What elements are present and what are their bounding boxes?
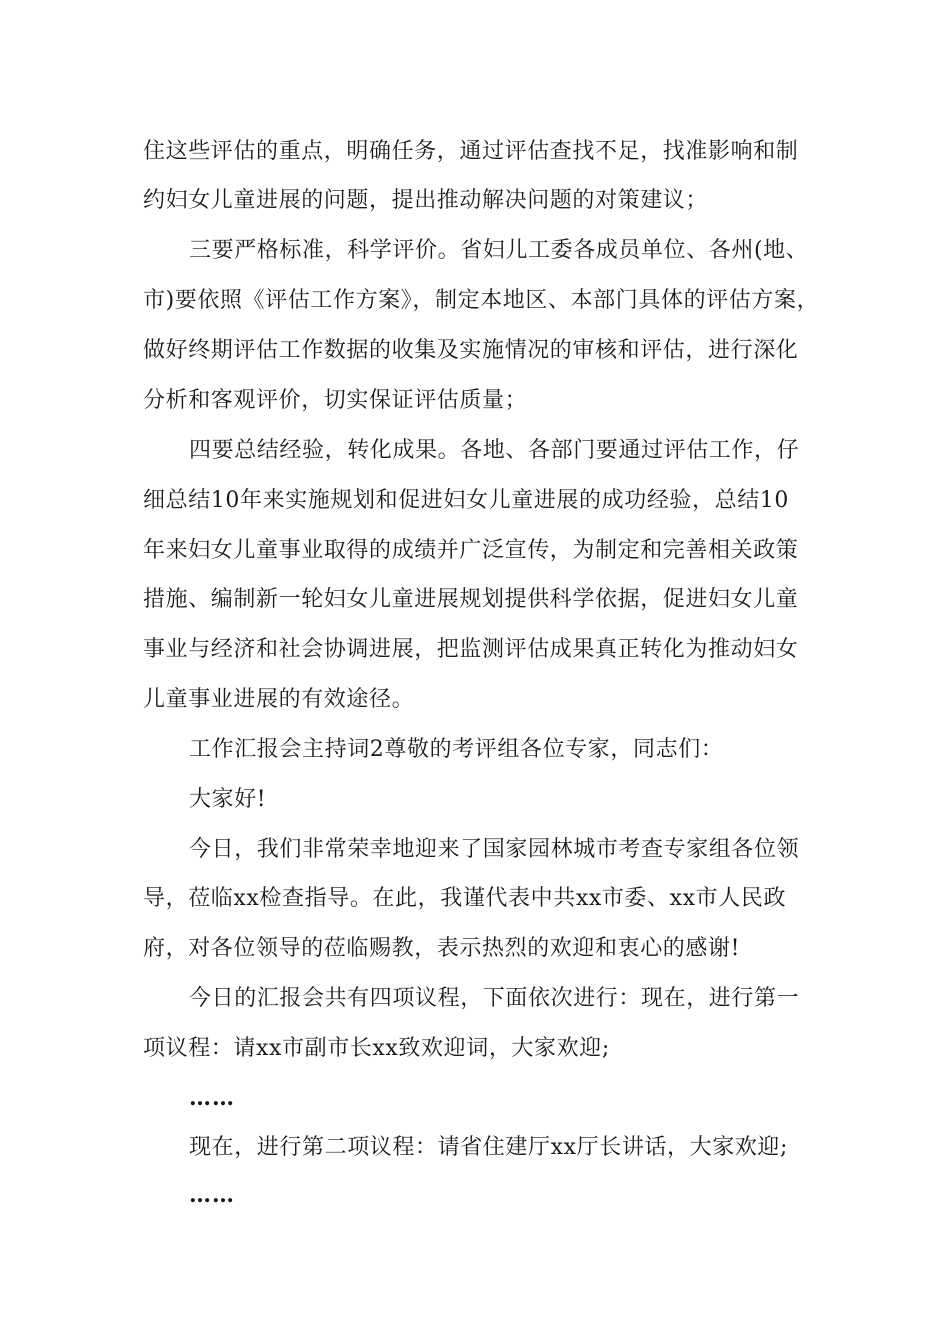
text-line: 市)要依照《评估工作方案》，制定本地区、本部门具体的评估方案， — [143, 288, 820, 313]
text-line: 今日，我们非常荣幸地迎来了国家园林城市考查专家组各位领 — [189, 837, 800, 862]
text-line: 今日的汇报会共有四项议程，下面依次进行：现在，进行第一 — [189, 986, 800, 1011]
text-line: 措施、编制新一轮妇女儿童进展规划提供科学依据，促进妇女儿童 — [143, 587, 799, 612]
text-line: 细总结10年来实施规划和促进妇女儿童进展的成功经验，总结10 — [143, 488, 789, 513]
text-line: 四要总结经验，转化成果。各地、各部门要通过评估工作，仔 — [189, 438, 800, 463]
text-line: 项议程：请xx市副市长xx致欢迎词，大家欢迎; — [143, 1036, 610, 1061]
text-line: 府，对各位领导的莅临赐教，表示热烈的欢迎和衷心的感谢! — [143, 936, 741, 961]
text-line: 工作汇报会主持词2尊敬的考评组各位专家，同志们： — [189, 737, 724, 762]
ellipsis-line: …… — [189, 1182, 235, 1208]
ellipsis-line: …… — [189, 1085, 235, 1111]
text-line: 分析和客观评价，切实保证评估质量； — [143, 388, 528, 413]
text-line: 三要严格标准，科学评价。省妇儿工委各成员单位、各州(地、 — [189, 238, 809, 263]
text-line: 事业与经济和社会协调进展，把监测评估成果真正转化为推动妇女 — [143, 637, 799, 662]
text-line: 住这些评估的重点，明确任务，通过评估查找不足，找准影响和制 — [143, 139, 799, 164]
text-line: 大家好! — [189, 787, 267, 812]
text-line: 现在，进行第二项议程：请省住建厅xx厅长讲话，大家欢迎; — [189, 1135, 789, 1160]
text-line: 做好终期评估工作数据的收集及实施情况的审核和评估，进行深化 — [143, 338, 799, 363]
text-line: 儿童事业进展的有效途径。 — [143, 687, 415, 712]
text-line: 年来妇女儿童事业取得的成绩并广泛宣传，为制定和完善相关政策 — [143, 538, 799, 563]
text-line: 导，莅临xx检查指导。在此，我谨代表中共xx市委、xx市人民政 — [143, 886, 787, 911]
text-line: 约妇女儿童进展的问题，提出推动解决问题的对策建议； — [143, 188, 709, 213]
